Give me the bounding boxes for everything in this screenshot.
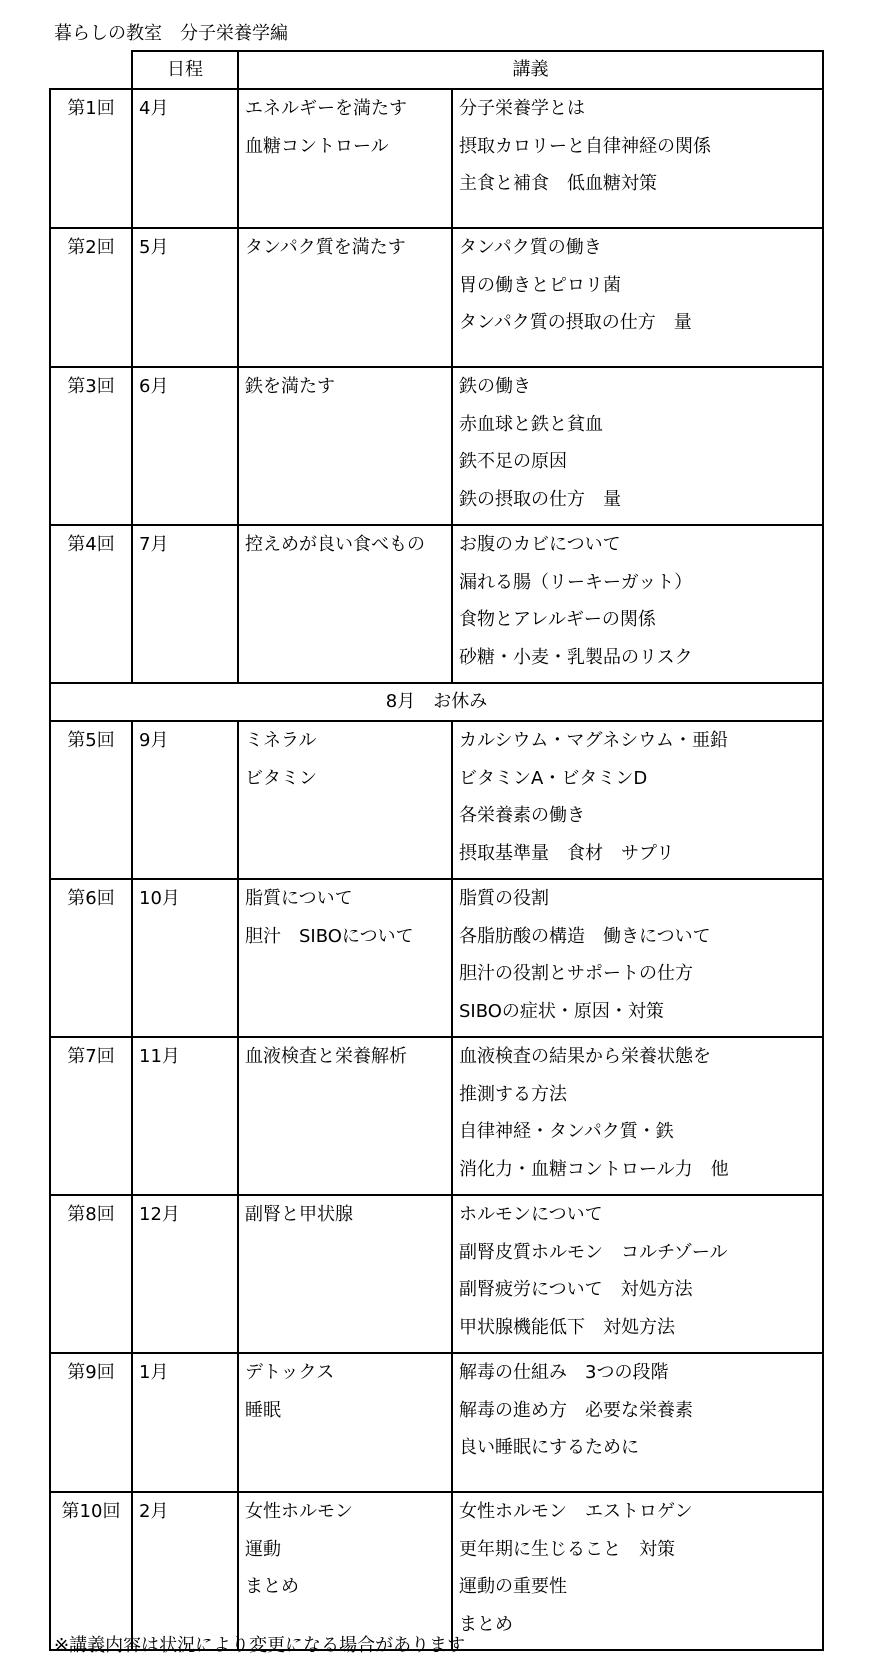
session-row — [50, 721, 823, 879]
session-details-line: 胃の働きとピロリ菌 — [459, 274, 621, 296]
session-topic-line: デトックス — [245, 1362, 335, 1383]
session-details-line: 解毒の進め方 必要な栄養素 — [459, 1399, 693, 1421]
session-topic — [238, 1353, 452, 1492]
session-round-text: 第10回 — [61, 1501, 121, 1522]
session-round-text: 第7回 — [67, 1046, 115, 1067]
session-month-text: 10月 — [139, 888, 180, 909]
session-details-line: 脂質の役割 — [459, 888, 549, 909]
session-details-line: お腹のカビについて — [459, 534, 621, 555]
session-row — [50, 879, 823, 1037]
session-topic-line: エネルギーを満たす — [245, 98, 407, 119]
session-details-line: 解毒の仕組み 3つの段階 — [459, 1362, 669, 1383]
session-round — [50, 89, 132, 228]
session-round-text: 第2回 — [67, 237, 115, 258]
session-round-text: 第3回 — [67, 376, 115, 397]
session-details-line: 運動の重要性 — [459, 1576, 567, 1597]
session-topic-line: ビタミン — [245, 767, 317, 789]
session-details-line: タンパク質の働き — [459, 237, 602, 258]
session-details-line: ホルモンについて — [459, 1204, 603, 1225]
schedule-body — [50, 89, 823, 1650]
session-details-line: 胆汁の役割とサポートの仕方 — [459, 963, 693, 984]
session-details-line: 副腎皮質ホルモン コルチゾール — [459, 1241, 728, 1263]
session-details-line: 女性ホルモン エストロゲン — [459, 1501, 693, 1522]
session-topic — [238, 1195, 452, 1353]
session-row — [50, 1353, 823, 1492]
session-details-line: 鉄不足の原因 — [459, 451, 567, 472]
session-month-text: 9月 — [139, 730, 169, 751]
session-details — [452, 879, 823, 1037]
header-row — [50, 51, 823, 89]
session-topic-line: 控えめが良い食べもの — [245, 534, 425, 555]
session-topic-line: ミネラル — [245, 730, 317, 751]
session-month — [132, 721, 238, 879]
session-row — [50, 367, 823, 525]
header-schedule: 日程 — [132, 51, 238, 89]
session-round — [50, 1195, 132, 1353]
session-details-line: 分子栄養学とは — [459, 98, 585, 119]
session-topic-line: 血液検査と栄養解析 — [245, 1046, 407, 1067]
session-details-line: ビタミンA・ビタミンD — [459, 767, 648, 789]
session-details — [452, 525, 823, 683]
session-round — [50, 1037, 132, 1195]
session-topic — [238, 721, 452, 879]
session-details-line: 副腎疲労について 対処方法 — [459, 1279, 693, 1300]
session-topic-line: まとめ — [245, 1576, 299, 1597]
session-details — [452, 228, 823, 367]
session-round — [50, 1492, 132, 1650]
session-row — [50, 89, 823, 228]
session-details — [452, 1353, 823, 1492]
session-round-text: 第9回 — [67, 1362, 115, 1383]
session-details-line: 砂糖・小麦・乳製品のリスク — [459, 646, 693, 668]
session-topic-line: 睡眠 — [245, 1399, 281, 1421]
session-round — [50, 367, 132, 525]
session-month — [132, 879, 238, 1037]
session-topic — [238, 1037, 452, 1195]
session-round-text: 第1回 — [67, 98, 115, 119]
header-blank-cell — [50, 51, 132, 89]
session-details — [452, 721, 823, 879]
session-details-line: 摂取カロリーと自律神経の関係 — [459, 135, 711, 157]
session-round — [50, 721, 132, 879]
session-topic-line: 鉄を満たす — [245, 376, 335, 397]
session-details-line: 消化力・血糖コントロール力 他 — [459, 1158, 729, 1180]
document-title: 暮らしの教室 分子栄養学編 — [54, 23, 288, 44]
session-details-line: 甲状腺機能低下 対処方法 — [459, 1316, 675, 1338]
session-details — [452, 1492, 823, 1650]
footnote: ※講義内容は状況により変更になる場合があります — [54, 1635, 466, 1656]
session-details-line: 摂取基準量 食材 サプリ — [459, 842, 675, 864]
session-month-text: 12月 — [139, 1204, 180, 1225]
session-topic — [238, 89, 452, 228]
session-month — [132, 1195, 238, 1353]
session-topic-line: タンパク質を満たす — [245, 237, 406, 258]
session-row — [50, 1492, 823, 1650]
session-topic-line: 胆汁 SIBOについて — [245, 925, 414, 947]
session-topic-line: 副腎と甲状腺 — [245, 1204, 353, 1225]
session-details — [452, 89, 823, 228]
session-round — [50, 228, 132, 367]
session-details-line: 各栄養素の働き — [459, 805, 585, 826]
session-topic-line: 脂質について — [245, 888, 353, 909]
session-details — [452, 367, 823, 525]
session-round — [50, 1353, 132, 1492]
session-details-line: 推測する方法 — [459, 1083, 567, 1105]
session-details-line: 鉄の働き — [459, 376, 531, 397]
session-row — [50, 525, 823, 683]
session-round-text: 第6回 — [67, 888, 115, 909]
session-details-line: SIBOの症状・原因・対策 — [459, 1000, 664, 1022]
session-round — [50, 879, 132, 1037]
session-month — [132, 525, 238, 683]
session-row — [50, 1195, 823, 1353]
header-lecture: 講義 — [238, 51, 823, 89]
session-topic — [238, 1492, 452, 1650]
session-row — [50, 228, 823, 367]
session-topic — [238, 525, 452, 683]
session-month-text: 6月 — [139, 376, 169, 397]
session-round-text: 第8回 — [67, 1204, 115, 1225]
session-details-line: 食物とアレルギーの関係 — [459, 609, 656, 630]
session-topic — [238, 228, 452, 367]
session-month-text: 5月 — [139, 237, 169, 258]
session-month-text: 4月 — [139, 98, 169, 119]
session-topic-line: 血糖コントロール — [245, 135, 389, 157]
session-details-line: まとめ — [459, 1613, 513, 1635]
session-row — [50, 1037, 823, 1195]
session-month — [132, 1492, 238, 1650]
session-details-line: 赤血球と鉄と貧血 — [459, 413, 603, 435]
session-round-text: 第5回 — [67, 730, 115, 751]
session-topic-line: 女性ホルモン — [245, 1501, 353, 1522]
session-details-line: 更年期に生じること 対策 — [459, 1538, 675, 1560]
session-details-line: 鉄の摂取の仕方 量 — [459, 488, 621, 510]
session-month-text: 7月 — [139, 534, 169, 555]
session-month — [132, 1037, 238, 1195]
session-details — [452, 1037, 823, 1195]
session-month-text: 11月 — [139, 1046, 180, 1067]
session-details-line: 漏れる腸（リーキーガット） — [459, 571, 693, 593]
session-round — [50, 525, 132, 683]
session-details-line: タンパク質の摂取の仕方 量 — [459, 312, 692, 333]
session-details-line: 各脂肪酸の構造 働きについて — [459, 925, 711, 947]
session-topic — [238, 879, 452, 1037]
session-details-line: 自律神経・タンパク質・鉄 — [459, 1121, 674, 1142]
session-details — [452, 1195, 823, 1353]
session-month — [132, 367, 238, 525]
session-details-line: 主食と補食 低血糖対策 — [459, 173, 657, 194]
break-notice: 8月 お休み — [50, 683, 823, 721]
session-month — [132, 228, 238, 367]
lecture-schedule-table — [49, 50, 824, 1651]
session-month — [132, 89, 238, 228]
session-month-text: 2月 — [139, 1501, 169, 1522]
session-month-text: 1月 — [139, 1362, 169, 1383]
session-details-line: カルシウム・マグネシウム・亜鉛 — [459, 730, 729, 751]
session-details-line: 良い睡眠にするために — [459, 1437, 639, 1458]
break-row — [50, 683, 823, 721]
session-topic — [238, 367, 452, 525]
session-topic-line: 運動 — [245, 1538, 281, 1560]
session-round-text: 第4回 — [67, 534, 115, 555]
session-month — [132, 1353, 238, 1492]
session-details-line: 血液検査の結果から栄養状態を — [459, 1046, 711, 1067]
